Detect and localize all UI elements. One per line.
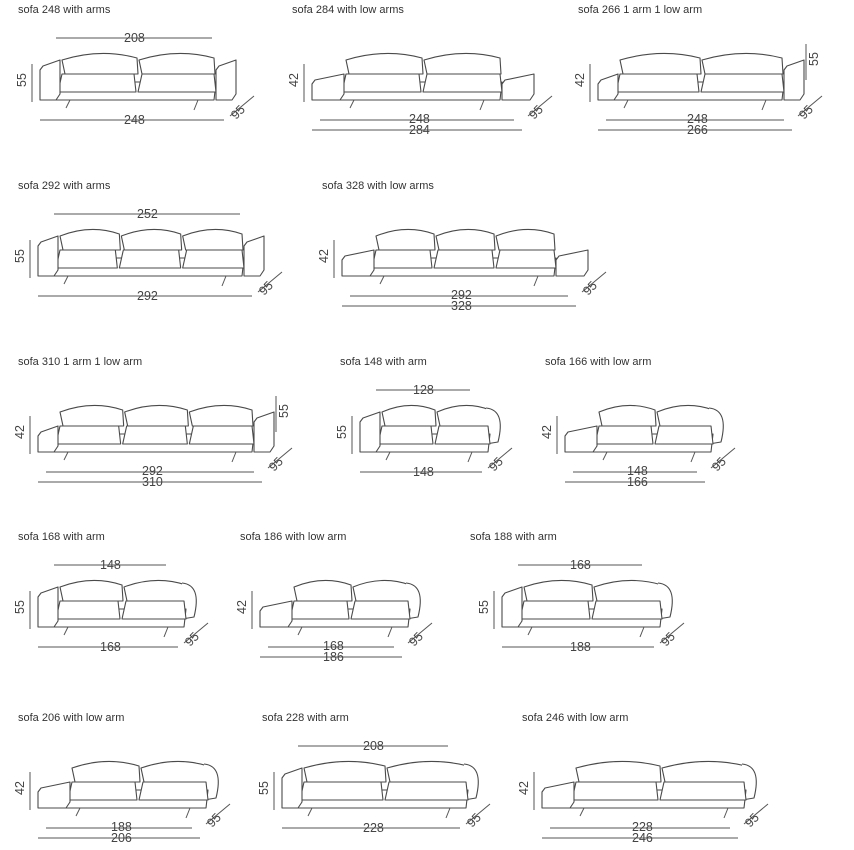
seat-cushion: [351, 601, 410, 619]
sofa-drawing: [38, 580, 196, 637]
leg: [64, 452, 68, 460]
seat-cushion: [56, 250, 117, 268]
seat-cushion: [139, 782, 208, 800]
low-arm: [598, 74, 618, 100]
backrest-cushion: [576, 761, 661, 782]
depth-label: 95: [486, 454, 506, 475]
diagram-title: sofa 266 1 arm 1 low arm: [578, 4, 703, 16]
backrest-cushion: [436, 229, 495, 250]
sofa-drawing: [38, 761, 218, 818]
seat-cushion: [58, 74, 136, 92]
width-label: 168: [100, 640, 121, 654]
sofa-drawing: [502, 580, 672, 637]
width-label: 188: [570, 640, 591, 654]
backrest-cushion: [60, 229, 120, 250]
height-label: 42: [317, 249, 331, 263]
height-label: 42: [517, 781, 531, 795]
leg: [691, 452, 695, 462]
sofa-drawing: [38, 405, 274, 462]
backrest-cushion: [60, 580, 123, 601]
height-label: 55: [15, 73, 29, 87]
backrest-cushion: [125, 405, 189, 426]
width-label: 186: [323, 650, 344, 664]
width-label: 228: [632, 820, 653, 834]
backrest-cushion: [189, 405, 253, 426]
backrest-cushion: [141, 761, 209, 782]
diagram-title: sofa 284 with low arms: [292, 4, 404, 16]
sofa-drawing: [260, 580, 420, 637]
seat-cushion: [655, 426, 713, 444]
backrest-cushion: [62, 53, 138, 74]
arm: [254, 412, 274, 452]
seat-cushion: [496, 250, 556, 268]
back-width-label: 252: [137, 207, 158, 221]
seat-cushion: [183, 250, 244, 268]
leg: [388, 627, 392, 637]
depth-label: 95: [256, 278, 276, 299]
low-arm: [260, 601, 292, 627]
height-label: 55: [13, 600, 27, 614]
seat-cushion: [592, 601, 662, 619]
backrest-cushion: [524, 580, 593, 601]
backrest-cushion: [702, 53, 783, 74]
arm: [784, 60, 804, 100]
leg: [603, 452, 607, 460]
arm: [38, 236, 58, 276]
backrest-cushion: [121, 229, 181, 250]
sofa-diagram: [317, 180, 606, 313]
seat-cushion: [423, 74, 502, 92]
width-label: 292: [142, 464, 163, 478]
width-label: 248: [124, 113, 145, 127]
sofa-diagram: [15, 4, 254, 127]
backrest-cushion: [594, 580, 663, 601]
height-label: 42: [287, 73, 301, 87]
diagram-title: sofa 168 with arm: [18, 531, 105, 543]
leg: [534, 276, 538, 286]
diagram-title: sofa 292 with arms: [18, 180, 111, 192]
low-arm: [556, 250, 588, 276]
leg: [386, 452, 390, 460]
leg: [64, 627, 68, 635]
seat-cushion: [119, 250, 180, 268]
backrest-cushion: [424, 53, 501, 74]
backrest-cushion: [657, 405, 714, 426]
sofa-drawing: [360, 405, 500, 462]
backrest-cushion: [294, 580, 352, 601]
arm: [38, 587, 58, 627]
backrest-cushion: [662, 761, 747, 782]
seat-cushion: [342, 74, 421, 92]
width-label: 310: [142, 475, 163, 489]
sofa-diagram: [335, 356, 512, 479]
sofa-drawing: [40, 53, 236, 110]
depth-label: 95: [658, 629, 678, 650]
width-label: 148: [413, 465, 434, 479]
low-arm: [38, 782, 70, 808]
diagram-title: sofa 206 with low arm: [18, 712, 125, 724]
seat-cushion: [56, 601, 120, 619]
height-label: 55: [257, 781, 271, 795]
width-label: 292: [451, 288, 472, 302]
height-label: 55: [477, 600, 491, 614]
leg: [480, 100, 484, 110]
diagram-title: sofa 166 with low arm: [545, 356, 652, 368]
sofa-diagram: [13, 712, 230, 845]
sofa-diagram: [470, 531, 684, 654]
sofa-diagram: [13, 180, 282, 303]
back-width-label: 168: [570, 558, 591, 572]
backrest-cushion: [496, 229, 555, 250]
diagram-title: sofa 310 1 arm 1 low arm: [18, 356, 143, 368]
arm: [40, 60, 60, 100]
width-label: 188: [111, 820, 132, 834]
backrest-cushion: [304, 761, 386, 782]
low-arm: [312, 74, 344, 100]
depth-label: 95: [406, 629, 426, 650]
sofa-drawing: [342, 229, 588, 286]
leg: [76, 808, 80, 816]
leg: [528, 627, 532, 635]
seat-cushion: [290, 601, 349, 619]
width-label: 266: [687, 123, 708, 137]
leg: [762, 100, 766, 110]
sofa-diagram: [257, 712, 490, 835]
height-label: 42: [540, 425, 554, 439]
width-label: 246: [632, 831, 653, 845]
sofa-drawing: [598, 53, 804, 110]
sofa-diagram: [573, 4, 822, 137]
leg: [380, 276, 384, 284]
seat-cushion: [434, 250, 494, 268]
height-label: 55: [335, 425, 349, 439]
seat-cushion: [372, 250, 432, 268]
leg: [298, 627, 302, 635]
backrest-cushion: [72, 761, 140, 782]
width-label: 148: [627, 464, 648, 478]
leg: [222, 276, 226, 286]
depth-label: 95: [228, 102, 248, 123]
low-arm: [542, 782, 574, 808]
leg: [724, 808, 728, 818]
seat-cushion: [520, 601, 590, 619]
seat-cushion: [300, 782, 383, 800]
arm: [244, 236, 264, 276]
seat-cushion: [385, 782, 468, 800]
sofa-drawing: [312, 53, 534, 110]
leg: [232, 452, 236, 462]
height-label: 55: [13, 249, 27, 263]
seat-cushion: [123, 426, 188, 444]
depth-label: 95: [464, 810, 484, 831]
backrest-cushion: [353, 580, 411, 601]
sofa-drawing: [282, 761, 478, 818]
arm: [360, 412, 380, 452]
sofa-diagram: [13, 531, 208, 654]
low-arm: [342, 250, 374, 276]
seat-cushion: [122, 601, 186, 619]
seat-cushion: [378, 426, 433, 444]
leg: [624, 100, 628, 108]
width-label: 248: [409, 112, 430, 126]
width-label: 292: [137, 289, 158, 303]
depth-label: 95: [580, 278, 600, 299]
height-label-right: 55: [277, 404, 291, 418]
width-label: 166: [627, 475, 648, 489]
leg: [308, 808, 312, 816]
sofa-diagram: [235, 531, 432, 664]
backrest-cushion: [599, 405, 656, 426]
seat-cushion: [56, 426, 121, 444]
backrest-cushion: [124, 580, 187, 601]
diagram-title: sofa 228 with arm: [262, 712, 349, 724]
height-label: 42: [573, 73, 587, 87]
sofa-drawing: [542, 761, 756, 818]
leg: [186, 808, 190, 818]
low-arm: [502, 74, 534, 100]
sofa-drawing: [38, 229, 264, 286]
depth-label: 95: [526, 102, 546, 123]
backrest-cushion: [437, 405, 491, 426]
diagram-title: sofa 188 with arm: [470, 531, 557, 543]
height-label-right: 55: [807, 52, 821, 66]
width-label: 328: [451, 299, 472, 313]
diagram-title: sofa 246 with low arm: [522, 712, 629, 724]
width-label: 248: [687, 112, 708, 126]
depth-label: 95: [266, 454, 286, 475]
leg: [640, 627, 644, 637]
low-arm: [565, 426, 597, 452]
sofa-diagram: [517, 712, 768, 845]
depth-label: 95: [796, 102, 816, 123]
backrest-cushion: [382, 405, 436, 426]
leg: [446, 808, 450, 818]
seat-cushion: [616, 74, 699, 92]
arm: [216, 60, 236, 100]
diagram-title: sofa 328 with low arms: [322, 180, 434, 192]
depth-label: 95: [742, 810, 762, 831]
height-label: 42: [13, 781, 27, 795]
arm: [502, 587, 522, 627]
seat-cushion: [189, 426, 254, 444]
sofa-diagram: [13, 356, 292, 489]
width-label: 168: [323, 639, 344, 653]
backrest-cushion: [60, 405, 124, 426]
height-label: 42: [13, 425, 27, 439]
seat-cushion: [701, 74, 784, 92]
width-label: 284: [409, 123, 430, 137]
depth-label: 95: [709, 454, 729, 475]
width-label: 206: [111, 831, 132, 845]
leg: [164, 627, 168, 637]
back-width-label: 148: [100, 558, 121, 572]
diagram-title: sofa 186 with low arm: [240, 531, 347, 543]
depth-label: 95: [182, 629, 202, 650]
back-width-label: 208: [363, 739, 384, 753]
backrest-cushion: [139, 53, 215, 74]
seat-cushion: [660, 782, 746, 800]
backrest-cushion: [620, 53, 701, 74]
diagram-title: sofa 148 with arm: [340, 356, 427, 368]
seat-cushion: [138, 74, 216, 92]
height-label: 42: [235, 600, 249, 614]
leg: [350, 100, 354, 108]
seat-cushion: [68, 782, 137, 800]
sofa-diagram: [287, 4, 552, 137]
width-label: 228: [363, 821, 384, 835]
seat-cushion: [595, 426, 653, 444]
leg: [64, 276, 68, 284]
leg: [66, 100, 70, 108]
backrest-cushion: [346, 53, 423, 74]
arm: [282, 768, 302, 808]
backrest-cushion: [376, 229, 435, 250]
back-width-label: 208: [124, 31, 145, 45]
backrest-cushion: [387, 761, 469, 782]
sofa-drawing: [565, 405, 723, 462]
leg: [194, 100, 198, 110]
leg: [580, 808, 584, 816]
seat-cushion: [572, 782, 658, 800]
sofa-diagram: [540, 356, 735, 489]
backrest-cushion: [183, 229, 243, 250]
depth-label: 95: [204, 810, 224, 831]
low-arm: [38, 426, 58, 452]
diagram-title: sofa 248 with arms: [18, 4, 111, 16]
back-width-label: 128: [413, 383, 434, 397]
leg: [468, 452, 472, 462]
seat-cushion: [435, 426, 490, 444]
